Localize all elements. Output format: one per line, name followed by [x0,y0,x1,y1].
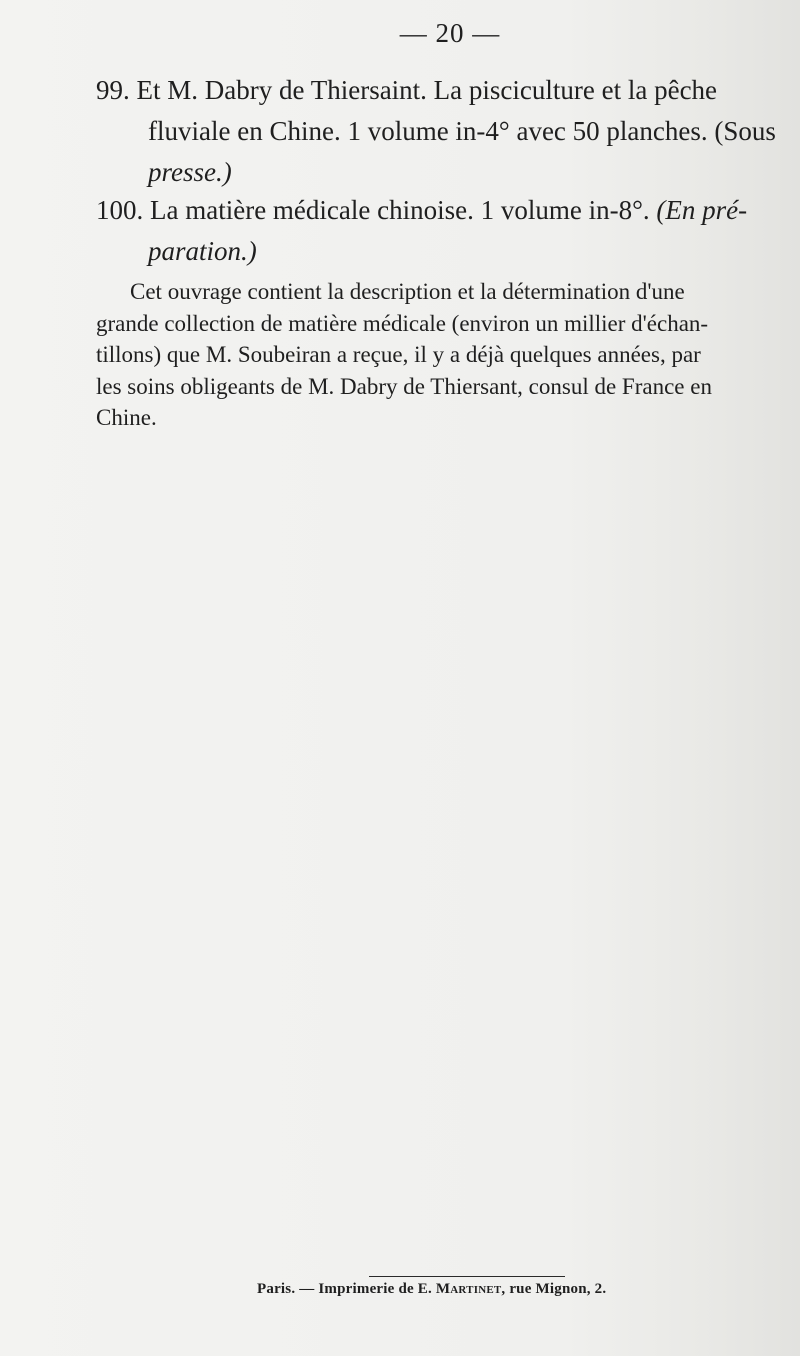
description-paragraph [96,276,790,434]
entry-99-line-1 [96,70,790,111]
footer-rule [369,1276,565,1277]
entry-99-text-1: Et M. Dabry de Thiersaint. La pisciculture et la pêche [136,75,718,105]
footer-suffix: , rue Mignon, 2. [501,1281,607,1297]
footer-prefix: Paris. — Imprimerie de E. [257,1281,436,1297]
entry-100-text-1: La matière médicale chinoise. 1 volume in-8°. [150,195,657,225]
entry-99-line-3: presse.) [148,157,232,187]
entry-100-italic-1: (En pré- [656,195,748,225]
entry-99-number: 99. [96,75,130,105]
footer-printer-name: Martinet [435,1281,502,1297]
page-number: — 20 — [399,18,501,48]
entry-100-line-1 [96,190,790,231]
bibliography-entry-100 [96,190,790,272]
entry-100-line-2: paration.) [148,236,257,266]
imprint-footer [257,1281,606,1298]
paragraph-line-5: Chine. [96,405,157,430]
paragraph-line-3: tillons) que M. Soubeiran a reçue, il y a déjà quelques années, par [96,342,701,367]
paragraph-line-1: Cet ouvrage contient la description et la détermination d'une [130,279,685,304]
paragraph-line-4: les soins obligeants de M. Dabry de Thiersant, consul de France en [96,373,712,399]
entry-100-number: 100. [96,195,144,225]
bibliography-entry-99 [96,70,790,193]
paragraph-line-2: grande collection de matière médicale (environ un millier d'échan- [96,310,709,336]
entry-99-line-2: fluviale en Chine. 1 volume in-4° avec 50 planches. (Sous [148,116,776,146]
